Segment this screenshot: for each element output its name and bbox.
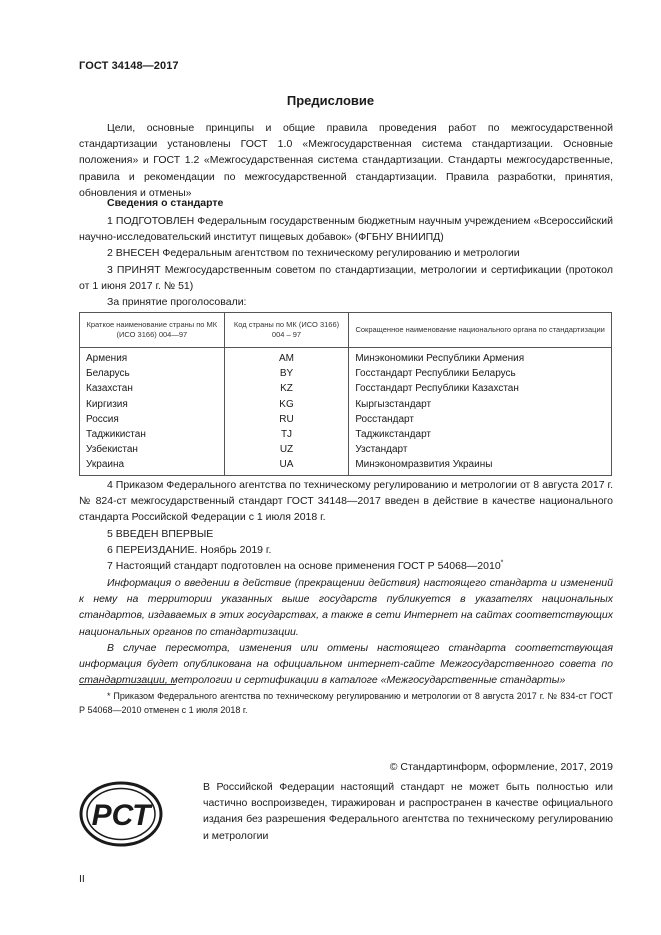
country-code: UZ	[224, 442, 349, 457]
table-header-row	[80, 313, 612, 348]
standards-body: Росстандарт	[349, 412, 612, 427]
section-heading: Сведения о стандарте	[107, 197, 224, 209]
standards-body: Госстандарт Республики Беларусь	[349, 366, 612, 381]
standards-body: Узстандарт	[349, 442, 612, 457]
column-header-country: Краткое наименование страны по МК (ИСО 3166) 004—97	[80, 313, 225, 348]
rst-certification-logo-icon	[79, 781, 163, 847]
publication-info-paragraph-2: В случае пересмотра, изменения или отмены настоящего стандарта соответствующая информация будет опубликована на официальном интернет-сайте Межгосударственного совета по стандартизации, метрологии и сертификации в каталоге «Межгосударственные стандарты»	[79, 641, 613, 687]
legal-notice-block	[203, 779, 613, 844]
adoption-info-list	[79, 477, 613, 574]
table-row	[80, 397, 612, 412]
vote-label: За принятие проголосовали:	[107, 296, 247, 308]
standards-body: Минэкономики Республики Армения	[349, 348, 612, 367]
intro-block	[79, 120, 613, 201]
info-item-1: 1 ПОДГОТОВЛЕН Федеральным государственным бюджетным научным учреждением «Всероссийский научно-исследовательский институт пищевых добавок» (ФГБНУ ВНИИПД)	[79, 215, 613, 244]
standards-body: Госстандарт Республики Казахстан	[349, 381, 612, 396]
info-item-7-text: 7 Настоящий стандарт подготовлен на основе применения ГОСТ Р 54068—2010	[107, 560, 501, 573]
country-code: TJ	[224, 427, 349, 442]
info-item-5: 5 ВВЕДЕН ВПЕРВЫЕ	[107, 527, 214, 540]
table-row	[80, 381, 612, 396]
country-code: KG	[224, 397, 349, 412]
country-code: BY	[224, 366, 349, 381]
legal-notice-text: В Российской Федерации настоящий стандарт не может быть полностью или частично воспроизведен, тиражирован и распространен в качестве официального издания без разрешения Федерального агентства по техническому регулированию и метрологии	[203, 781, 613, 842]
standard-info-list	[79, 213, 613, 294]
standards-body: Минэкономразвития Украины	[349, 457, 612, 475]
table-row	[80, 442, 612, 457]
country-name: Армения	[80, 348, 225, 367]
country-name: Беларусь	[80, 366, 225, 381]
country-name: Таджикистан	[80, 427, 225, 442]
page-title: Предисловие	[286, 93, 375, 108]
copyright-line: © Стандартинформ, оформление, 2017, 2019	[389, 761, 613, 773]
column-header-code: Код страны по МК (ИСО 3166) 004 – 97	[224, 313, 349, 348]
standards-body: Кыргызстандарт	[349, 397, 612, 412]
standards-body: Таджикстандарт	[349, 427, 612, 442]
page-number: II	[79, 873, 85, 885]
info-item-3: 3 ПРИНЯТ Межгосударственным советом по стандартизации, метрологии и сертификации (протокол от 1 июня 2017 г. № 51)	[79, 263, 613, 292]
country-name: Киргизия	[80, 397, 225, 412]
column-header-body: Сокращенное наименование национального органа по стандартизации	[349, 313, 612, 348]
info-item-7	[79, 558, 613, 574]
intro-paragraph: Цели, основные принципы и общие правила проведения работ по межгосударственной стандартизации установлены ГОСТ 1.0 «Межгосударственная система стандартизации. Основные положения» и ГОСТ 1.2 «Межгосударственная система стандартизации. Стандарты межгосударственные, правила и рекомендации по межгосударственной стандартизации. Правила разработки, принятия, обновления и отмены»	[79, 122, 613, 199]
footnote-text: * Приказом Федерального агентства по техническому регулированию и метрологии от 8 августа 2017 г. № 834-ст ГОСТ Р 54068—2010 отменен с 1 июля 2018 г.	[79, 691, 613, 715]
footnote-block	[79, 689, 613, 717]
publication-info-block	[79, 575, 613, 688]
table-row	[80, 457, 612, 475]
table-row	[80, 366, 612, 381]
table-row	[80, 348, 612, 367]
country-name: Россия	[80, 412, 225, 427]
country-code: RU	[224, 412, 349, 427]
logo-lettering: РСТ	[91, 799, 151, 832]
footnote-marker: *	[500, 559, 504, 567]
info-item-2: 2 ВНЕСЕН Федеральным агентством по техническому регулированию и метрологии	[107, 247, 520, 260]
document-code-header: ГОСТ 34148—2017	[79, 60, 179, 72]
footnote-divider	[79, 684, 176, 685]
country-code: AM	[224, 348, 349, 367]
info-item-4: 4 Приказом Федерального агентства по техническому регулированию и метрологии от 8 августа 2017 г. № 824-ст межгосударственный стандарт ГОСТ 34148—2017 введен в действие в качестве национального стандарта Российской Федерации с 1 июля 2018 г.	[79, 479, 613, 524]
country-name: Украина	[80, 457, 225, 475]
country-code: UA	[224, 457, 349, 475]
publication-info-paragraph-1: Информация о введении в действие (прекращении действия) настоящего стандарта и изменений к нему на территории указанных выше государств публикуется в указателях национальных стандартов, издаваемых в этих государствах, а также в сети Интернет на сайтах соответствующих национальных органов по стандартизации.	[79, 577, 613, 638]
country-code: KZ	[224, 381, 349, 396]
info-item-6: 6 ПЕРЕИЗДАНИЕ. Ноябрь 2019 г.	[107, 543, 272, 556]
table-row	[80, 412, 612, 427]
country-name: Узбекистан	[80, 442, 225, 457]
country-name: Казахстан	[80, 381, 225, 396]
table-row	[80, 427, 612, 442]
countries-table	[79, 312, 612, 476]
